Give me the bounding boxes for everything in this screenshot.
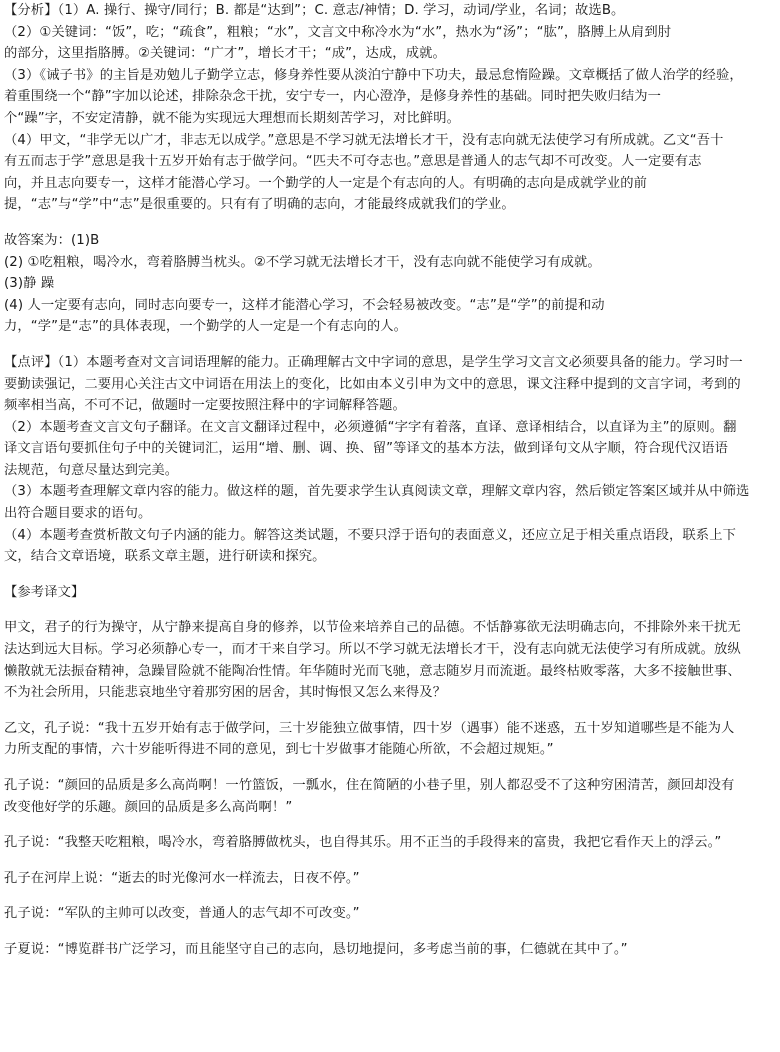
answer-line: 故答案为：(1)B bbox=[4, 232, 100, 248]
comment-line: （3）本题考查理解文章内容的能力。做这样的题，首先要求学生认真阅读文章，理解文章内容，然后锁定答案区域并从中筛选 bbox=[4, 484, 750, 500]
translation-paragraph bbox=[4, 868, 776, 890]
comment-line: （4）本题考查赏析散文句子内涵的能力。解答这类试题，不要只浮于语句的表面意义，还应立足于相关重点语段，联系上下 bbox=[4, 527, 736, 543]
translation-section bbox=[4, 582, 776, 961]
comment-line: 频率相当高，不可不记，做题时一定要按照注释中的字词解释答题。 bbox=[4, 398, 406, 414]
translation-line: 子夏说：“博览群书广泛学习，而且能坚守自己的志向，恳切地提问，多考虑当前的事，仁德就在其中了。” bbox=[4, 941, 628, 957]
translation-line: 法达到远大目标。学习必须静心专一，而才干来自学习。所以不学习就无法增长才干，没有志向就无法使学习有所成就。放纵 bbox=[4, 642, 741, 658]
translation-line: 力所支配的事情，六十岁能听得进不同的意见，到七十岁做事才能随心所欲，不会超过规矩。” bbox=[4, 742, 554, 758]
translation-paragraph bbox=[4, 903, 776, 925]
translation-paragraph bbox=[4, 775, 776, 818]
answer-line: 力，“学”是“志”的具体表现，一个勤学的人一定是一个有志向的人。 bbox=[4, 319, 408, 335]
comment-line: 文，结合文章语境，联系文章主题，进行研读和探究。 bbox=[4, 549, 326, 565]
comment-line: 【点评】（1）本题考查对文言词语理解的能力。正确理解古文中字词的意思，是学生学习文言文必须要具备的能力。学习时一 bbox=[4, 354, 743, 370]
translation-line: 甲文，君子的行为操守，从宁静来提高自身的修养，以节俭来培养自己的品德。不恬静寡欲无法明确志向，不排除外来干扰无 bbox=[4, 620, 741, 636]
comment-line: 出符合题目要求的语句。 bbox=[4, 506, 152, 522]
translation-line: 孔子说：“军队的主帅可以改变，普通人的志气却不可改变。” bbox=[4, 906, 360, 922]
translation-line: 孔子在河岸上说：“逝去的时光像河水一样流去，日夜不停。” bbox=[4, 870, 360, 886]
comment-line: 要勤读强记，二要用心关注古文中词语在用法上的变化，比如由本义引申为文中的意思，课文注释中提到的文言字词，考到的 bbox=[4, 376, 741, 392]
analysis-line: 【分析】（1）A. 操行、操守/同行；B. 都是“达到”；C. 意志/神情；D. 学习，动词/学业，名词；故选B。 bbox=[4, 3, 625, 18]
translation-line: 懒散就无法振奋精神，急躁冒险就不能陶冶性情。年华随时光而飞驰，意志随岁月而流逝。最终枯败零落，大多不接触世事、 bbox=[4, 663, 741, 679]
document bbox=[4, 0, 776, 961]
translation-line: 乙文，孔子说：“我十五岁开始有志于做学问，三十岁能独立做事情，四十岁（遇事）能不迷惑，五十岁知道哪些是不能为人 bbox=[4, 720, 735, 736]
analysis-line: 有五而志于学”意思是我十五岁开始有志于做学问。“匹夫不可夺志也。”意思是普通人的志气却不可改变。人一定要有志 bbox=[4, 154, 702, 170]
answer-line: (4) 人一定要有志向，同时志向要专一，这样才能潜心学习，不会轻易被改变。“志”是“学”的前提和动 bbox=[4, 297, 605, 313]
analysis-line: 个“躁”字，不安定清静，就不能为实现远大理想而长期刻苦学习，对比鲜明。 bbox=[4, 110, 461, 126]
translation-line: 孔子说：“颜回的品质是多么高尚啊！一竹篮饭，一瓢水，住在简陋的小巷子里，别人都忍受不了这种穷困清苦，颜回却没有 bbox=[4, 778, 735, 793]
analysis-line: （2）①关键词：“饭”，吃；“疏食”，粗粮；“水”，文言文中称冷水为“水”，热水为“汤”；“肱”，胳膊上从肩到肘 bbox=[4, 24, 672, 40]
translation-paragraph bbox=[4, 617, 776, 703]
translation-paragraph bbox=[4, 832, 776, 854]
translation-paragraph bbox=[4, 939, 776, 961]
comment-line: 法规范，句意尽量达到完美。 bbox=[4, 462, 179, 478]
answer-section bbox=[4, 230, 776, 338]
answer-line: (2) ①吃粗粮，喝冷水，弯着胳膊当枕头。②不学习就无法增长才干，没有志向就不能使学习有成就。 bbox=[4, 254, 601, 270]
analysis-section bbox=[4, 0, 776, 216]
translation-line: 孔子说：“我整天吃粗粮，喝冷水，弯着胳膊做枕头，也自得其乐。用不正当的手段得来的富贵，我把它看作天上的浮云。” bbox=[4, 835, 722, 851]
analysis-line: 提，“志”与“学”中“志”是很重要的。只有有了明确的志向，才能最终成就我们的学业。 bbox=[4, 197, 515, 213]
analysis-line: 的部分，这里指胳膊。②关键词：“广才”，增长才干；“成”，达成，成就。 bbox=[4, 46, 446, 62]
answer-line: (3)静 躁 bbox=[4, 276, 55, 292]
comment-line: 译文言语句要抓住句子中的关键词汇，运用“增、删、调、换、留”等译文的基本方法，做到译句文从字顺，符合现代汉语语 bbox=[4, 441, 729, 457]
translation-heading: 【参考译文】 bbox=[4, 584, 85, 600]
translation-line: 改变他好学的乐趣。颜回的品质是多么高尚啊！” bbox=[4, 799, 293, 815]
analysis-line: 着重围绕一个“静”字加以论述，排除杂念干扰，安宁专一，内心澄净，是修身养性的基础。同时把失败归结为一 bbox=[4, 89, 662, 105]
translation-paragraph bbox=[4, 718, 776, 761]
comment-line: （2）本题考查文言文句子翻译。在文言文翻译过程中，必须遵循“字字有着落，直译、意译相结合，以直译为主”的原则。翻 bbox=[4, 419, 737, 435]
analysis-line: （3）《诫子书》的主旨是劝勉儿子勤学立志，修身养性要从淡泊宁静中下功夫，最忌怠惰险躁。文章概括了做人治学的经验， bbox=[4, 67, 743, 83]
comment-section bbox=[4, 352, 776, 568]
analysis-line: （4）甲文，“非学无以广才，非志无以成学。”意思是不学习就无法增长才干，没有志向就无法使学习有所成就。乙文“吾十 bbox=[4, 132, 724, 148]
analysis-line: 向，并且志向要专一，这样才能潜心学习。一个勤学的人一定是个有志向的人。有明确的志向是成就学业的前 bbox=[4, 175, 648, 191]
translation-line: 不为社会所用，只能悲哀地坐守着那穷困的居舍，其时悔恨又怎么来得及？ bbox=[4, 685, 447, 701]
